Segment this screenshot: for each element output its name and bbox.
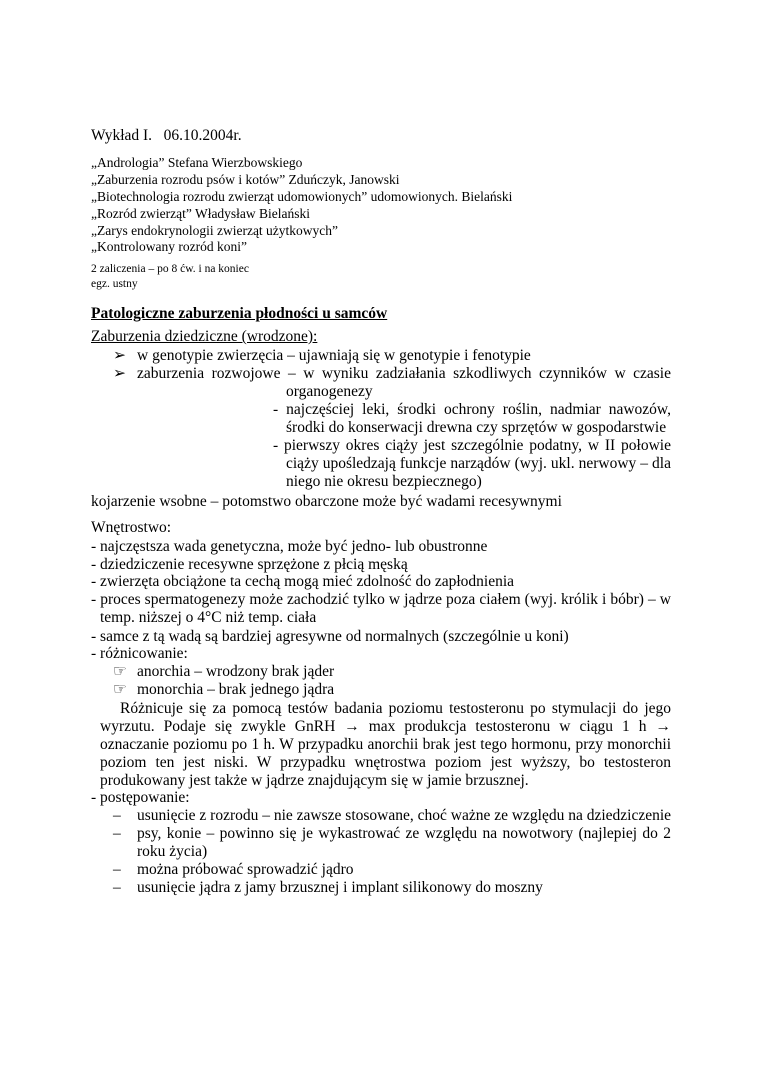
list-item: w genotypie zwierzęcia – ujawniają się w genotypie i fenotypie: [137, 347, 531, 364]
procedure-item: psy, konie – powinno się je wykastrować ze względu na nowotwory (najlepiej do 2: [137, 825, 671, 842]
lecture-header: [91, 128, 242, 144]
arrow-bullet-icon: ➢: [113, 365, 126, 382]
paragraph-line: produkowany jest także w jądrze znajdującym się w jamie brzusznej.: [100, 772, 529, 789]
dash-bullet: –: [113, 879, 121, 896]
arrow-bullet-icon: ➢: [113, 347, 126, 364]
cryptorchidism-heading: Wnętrostwo:: [91, 519, 172, 536]
procedure-item: usunięcie z rozrodu – nie zawsze stosowane, choć ważne ze względu na dziedziczenie: [137, 807, 672, 824]
sub-list-item: - najczęściej leki, środki ochrony roślin, nadmiar nawozów,: [273, 401, 671, 418]
bullet-point: - zwierzęta obciążone ta cechą mogą mieć zdolność do zapłodnienia: [91, 573, 515, 590]
sub-list-item: - pierwszy okres ciąży jest szczególnie podatny, w II połowie: [273, 437, 671, 454]
procedure-item-continuation: roku życia): [137, 843, 208, 860]
pointing-hand-icon: ☞: [113, 663, 127, 680]
procedure-label: - postępowanie:: [91, 789, 190, 806]
bibliography-item: „Andrologia” Stefana Wierzbowskiego: [91, 155, 303, 170]
lecture-number: Wykład I.: [91, 127, 153, 144]
section-subtitle: Zaburzenia dziedziczne (wrodzone):: [91, 328, 318, 345]
differential-item: monorchia – brak jednego jądra: [137, 681, 335, 698]
procedure-item: można próbować sprowadzić jądro: [137, 861, 354, 878]
list-item-continuation: organogenezy: [286, 383, 373, 400]
bullet-point: - proces spermatogenezy może zachodzić tylko w jądrze poza ciałem (wyj. królik i bóbr) – w: [91, 591, 671, 608]
dash-bullet: –: [113, 861, 121, 878]
exam-info: egz. ustny: [91, 278, 138, 290]
bullet-point: - najczęstsza wada genetyczna, może być jedno- lub obustronne: [91, 538, 488, 555]
procedure-item: usunięcie jądra z jamy brzusznej i implant silikonowy do moszny: [137, 879, 543, 896]
sub-list-item-continuation: środki do konserwacji drewna czy sprzętów w gospodarstwie: [286, 419, 667, 436]
sub-list-item-continuation: ciąży upośledzają funkcje narządów (wyj. ukl. nerwowy – dla: [286, 455, 671, 472]
bibliography-item: „Zarys endokrynologii zwierząt użytkowych”: [91, 223, 339, 238]
inbreeding-note: kojarzenie wsobne – potomstwo obarczone może być wadami recesywnymi: [91, 493, 562, 510]
bibliography-item: „Biotechnologia rozrodu zwierząt udomowionych” udomowionych. Bielański: [91, 189, 513, 204]
paragraph-line: poziom ten jest niski. W przypadku wnętrostwa poziom jest wyższy, bo testosteron: [100, 754, 671, 771]
bullet-point: - dziedziczenie recesywne sprzężone z płcią męską: [91, 556, 408, 573]
bullet-point: - różnicowanie:: [91, 645, 188, 662]
sub-list-item-continuation: niego nie okresu bezpiecznego): [286, 473, 482, 490]
lecture-date: 06.10.2004r.: [163, 127, 242, 144]
paragraph-line: oznaczanie poziomu po 1 h. W przypadku anorchii brak jest tego hormonu, przy monorchii: [100, 736, 671, 753]
dash-bullet: –: [113, 807, 121, 824]
paragraph-line: wyrzutu. Podaje się zwykle GnRH → max produkcja testosteronu w ciągu 1 h →: [100, 718, 671, 735]
credit-info: 2 zaliczenia – po 8 ćw. i na koniec: [91, 263, 249, 275]
pointing-hand-icon: ☞: [113, 681, 127, 698]
dash-bullet: –: [113, 825, 121, 842]
list-item: zaburzenia rozwojowe – w wyniku zadziałania szkodliwych czynników w czasie: [137, 365, 671, 382]
bibliography-item: „Kontrolowany rozród koni”: [91, 239, 247, 254]
bibliography-item: „Zaburzenia rozrodu psów i kotów” Zduńczyk, Janowski: [91, 172, 400, 187]
section-title: Patologiczne zaburzenia płodności u samców: [91, 305, 388, 322]
paragraph-line: Różnicuje się za pomocą testów badania poziomu testosteronu po stymulacji do jego: [120, 700, 671, 717]
differential-item: anorchia – wrodzony brak jąder: [137, 663, 335, 680]
bibliography-item: „Rozród zwierząt” Władysław Bielański: [91, 206, 311, 221]
bullet-point: - samce z tą wadą są bardziej agresywne od normalnych (szczególnie u koni): [91, 628, 569, 645]
bullet-point-continuation: temp. niższej o 4°C niż temp. ciała: [100, 609, 317, 626]
